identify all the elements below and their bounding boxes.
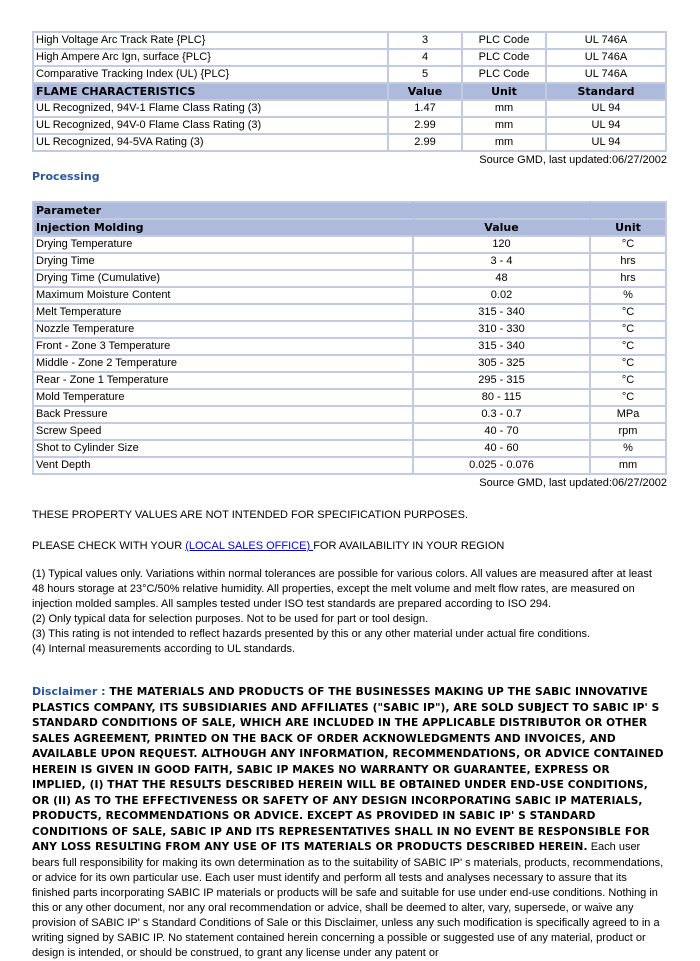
parameter-name: Drying Temperature — [32, 237, 414, 254]
parameter-value: 310 - 330 — [414, 322, 591, 339]
page-content — [32, 31, 667, 961]
parameter-value: 80 - 115 — [414, 390, 591, 407]
table-row — [32, 101, 667, 118]
flame-characteristics-header — [32, 84, 667, 101]
source-note: Source GMD, last updated:06/27/2002 — [479, 154, 667, 166]
processing-table — [32, 201, 667, 475]
availability-prefix: PLEASE CHECK WITH YOUR — [32, 540, 186, 552]
column-header-unit: Unit — [591, 220, 667, 237]
parameter-value: 0.3 - 0.7 — [414, 407, 591, 424]
parameter-name: Back Pressure — [32, 407, 414, 424]
property-unit: PLC Code — [463, 31, 547, 50]
property-unit: PLC Code — [463, 50, 547, 67]
table-row — [32, 67, 667, 84]
parameter-name: Mold Temperature — [32, 390, 414, 407]
parameter-value: 120 — [414, 237, 591, 254]
parameter-value: 0.025 - 0.076 — [414, 458, 591, 475]
parameter-value: 315 - 340 — [414, 305, 591, 322]
property-standard: UL 746A — [547, 67, 667, 84]
parameter-unit: °C — [591, 373, 667, 390]
table-row — [32, 441, 667, 458]
table-row — [32, 31, 667, 50]
property-unit: mm — [463, 101, 547, 118]
property-value: 4 — [389, 50, 463, 67]
parameter-header-row — [32, 201, 667, 220]
property-standard: UL 94 — [547, 101, 667, 118]
parameter-value: 48 — [414, 271, 591, 288]
parameter-value: 315 - 340 — [414, 339, 591, 356]
footnote-3: (3) This rating is not intended to reflect hazards presented by this or any other material under actual fire conditions. — [32, 628, 591, 640]
property-name: High Ampere Arc Ign, surface {PLC} — [32, 50, 389, 67]
column-header-standard: Standard — [547, 84, 667, 101]
parameter-name: Nozzle Temperature — [32, 322, 414, 339]
parameter-unit: °C — [591, 305, 667, 322]
property-name: UL Recognized, 94-5VA Rating (3) — [32, 135, 389, 152]
disclaimer-body-text: Each user bears full responsibility for making its own determination as to the suitability of SABIC IP' s materials, products, recommendations, or advice for its own particular use. Each user must identify and perform all tests and analyses necessary to assure that its finished parts incorporating SABIC IP materials or products will be safe and suitable for use under end-use conditions. Nothing in this or any other document, nor any oral recommendation or advice, shall be deemed to alter, vary, supersede, or waive any provision of SABIC IP' s Standard Conditions of Sale or this Disclaimer, unless any such modification is specifically agreed to in a writing signed by SABIC IP. No statement contained herein concerning a possible or suggested use of any material, product or design is intended, or should be construed, to grant any license under any patent or — [32, 841, 664, 959]
parameter-unit: °C — [591, 339, 667, 356]
parameter-unit: °C — [591, 390, 667, 407]
property-value: 5 — [389, 67, 463, 84]
parameter-unit: °C — [591, 237, 667, 254]
parameter-unit: MPa — [591, 407, 667, 424]
availability-suffix: FOR AVAILABILITY IN YOUR REGION — [313, 540, 505, 552]
local-sales-office-link[interactable]: (LOCAL SALES OFFICE) — [185, 540, 314, 552]
column-header-value: Value — [414, 220, 591, 237]
property-unit: PLC Code — [463, 67, 547, 84]
parameter-value: 0.02 — [414, 288, 591, 305]
property-unit: mm — [463, 135, 547, 152]
disclaimer-label: Disclaimer : — [32, 685, 110, 698]
parameter-name: Middle - Zone 2 Temperature — [32, 356, 414, 373]
property-name: Comparative Tracking Index (UL) {PLC} — [32, 67, 389, 84]
parameter-header: Parameter — [32, 201, 414, 220]
table-row — [32, 322, 667, 339]
footnote-1: (1) Typical values only. Variations within normal tolerances are possible for various colors. All values are measured after at least 48 hours storage at 23°C/50% relative humidity. All properties, except the melt volume and melt flow rates, are measured on injection molded samples. All samples tested under ISO test standards are prepared according to ISO 294. — [32, 568, 652, 610]
table-row — [32, 424, 667, 441]
parameter-unit: hrs — [591, 271, 667, 288]
processing-section-title: Processing — [32, 170, 100, 183]
property-value: 3 — [389, 31, 463, 50]
parameter-unit: mm — [591, 458, 667, 475]
table-row — [32, 271, 667, 288]
footnotes — [32, 567, 667, 657]
injection-molding-header: Injection Molding — [32, 220, 414, 237]
parameter-value: 40 - 60 — [414, 441, 591, 458]
property-standard: UL 746A — [547, 31, 667, 50]
property-value: 1.47 — [389, 101, 463, 118]
specification-warning: THESE PROPERTY VALUES ARE NOT INTENDED FOR SPECIFICATION PURPOSES. — [32, 509, 469, 521]
property-value: 2.99 — [389, 135, 463, 152]
parameter-value: 40 - 70 — [414, 424, 591, 441]
table-row — [32, 237, 667, 254]
table-row — [32, 390, 667, 407]
table-row — [32, 50, 667, 67]
property-standard: UL 94 — [547, 135, 667, 152]
parameter-value: 295 - 315 — [414, 373, 591, 390]
parameter-unit: °C — [591, 322, 667, 339]
footnote-2: (2) Only typical data for selection purposes. Not to be used for part or tool design. — [32, 613, 429, 625]
table-row — [32, 458, 667, 475]
parameter-unit: rpm — [591, 424, 667, 441]
property-standard: UL 94 — [547, 118, 667, 135]
property-standard: UL 746A — [547, 50, 667, 67]
table-row — [32, 254, 667, 271]
table-row — [32, 407, 667, 424]
property-unit: mm — [463, 118, 547, 135]
table-row — [32, 288, 667, 305]
table-row — [32, 135, 667, 152]
property-name: High Voltage Arc Track Rate {PLC} — [32, 31, 389, 50]
parameter-name: Rear - Zone 1 Temperature — [32, 373, 414, 390]
column-header-value: Value — [389, 84, 463, 101]
parameter-name: Melt Temperature — [32, 305, 414, 322]
injection-molding-header-row — [32, 220, 667, 237]
parameter-unit: hrs — [591, 254, 667, 271]
property-name: UL Recognized, 94V-0 Flame Class Rating (3) — [32, 118, 389, 135]
footnote-4: (4) Internal measurements according to UL standards. — [32, 643, 296, 655]
column-header-unit: Unit — [463, 84, 547, 101]
table-row — [32, 118, 667, 135]
table-row — [32, 339, 667, 356]
parameter-name: Maximum Moisture Content — [32, 288, 414, 305]
disclaimer-caps-text: THE MATERIALS AND PRODUCTS OF THE BUSINESSES MAKING UP THE SABIC INNOVATIVE PLASTICS COMPANY, ITS SUBSIDIARIES AND AFFILIATES ("SABIC IP"), ARE SOLD SUBJECT TO SABIC IP' S STANDARD CONDITIONS OF SALE, WHICH ARE INCLUDED IN THE APPLICABLE DISTRIBUTOR OR OTHER SALES AGREEMENT, PRINTED ON THE BACK OF ORDER ACKNOWLEDGMENTS AND INVOICES, AND AVAILABLE UPON REQUEST. ALTHOUGH ANY INFORMATION, RECOMMENDATIONS, OR ADVICE CONTAINED HEREIN IS GIVEN IN GOOD FAITH, SABIC IP MAKES NO WARRANTY OR GUARANTEE, EXPRESS OR IMPLIED, (I) THAT THE RESULTS DESCRIBED HEREIN WILL BE OBTAINED UNDER END-USE CONDITIONS, OR (II) AS TO THE EFFECTIVENESS OR SAFETY OF ANY DESIGN INCORPORATING SABIC IP MATERIALS, PRODUCTS, RECOMMENDATIONS OR ADVICE. EXCEPT AS PROVIDED IN SABIC IP' S STANDARD CONDITIONS OF SALE, SABIC IP AND ITS REPRESENTATIVES SHALL IN NO EVENT BE RESPONSIBLE FOR ANY LOSS RESULTING FROM ANY USE OF ITS MATERIALS OR PRODUCTS DESCRIBED HEREIN. — [32, 686, 664, 853]
parameter-value: 3 - 4 — [414, 254, 591, 271]
table-row — [32, 373, 667, 390]
parameter-name: Screw Speed — [32, 424, 414, 441]
disclaimer — [32, 684, 667, 961]
table-row — [32, 356, 667, 373]
parameter-name: Drying Time (Cumulative) — [32, 271, 414, 288]
properties-table — [32, 31, 667, 152]
parameter-name: Shot to Cylinder Size — [32, 441, 414, 458]
availability-notice — [32, 540, 667, 553]
parameter-unit: % — [591, 288, 667, 305]
parameter-unit: °C — [591, 356, 667, 373]
parameter-value: 305 - 325 — [414, 356, 591, 373]
table-row — [32, 305, 667, 322]
parameter-name: Front - Zone 3 Temperature — [32, 339, 414, 356]
parameter-name: Drying Time — [32, 254, 414, 271]
section-header-label: FLAME CHARACTERISTICS — [32, 84, 389, 101]
parameter-name: Vent Depth — [32, 458, 414, 475]
property-name: UL Recognized, 94V-1 Flame Class Rating (3) — [32, 101, 389, 118]
parameter-unit: % — [591, 441, 667, 458]
property-value: 2.99 — [389, 118, 463, 135]
source-note: Source GMD, last updated:06/27/2002 — [479, 477, 667, 489]
